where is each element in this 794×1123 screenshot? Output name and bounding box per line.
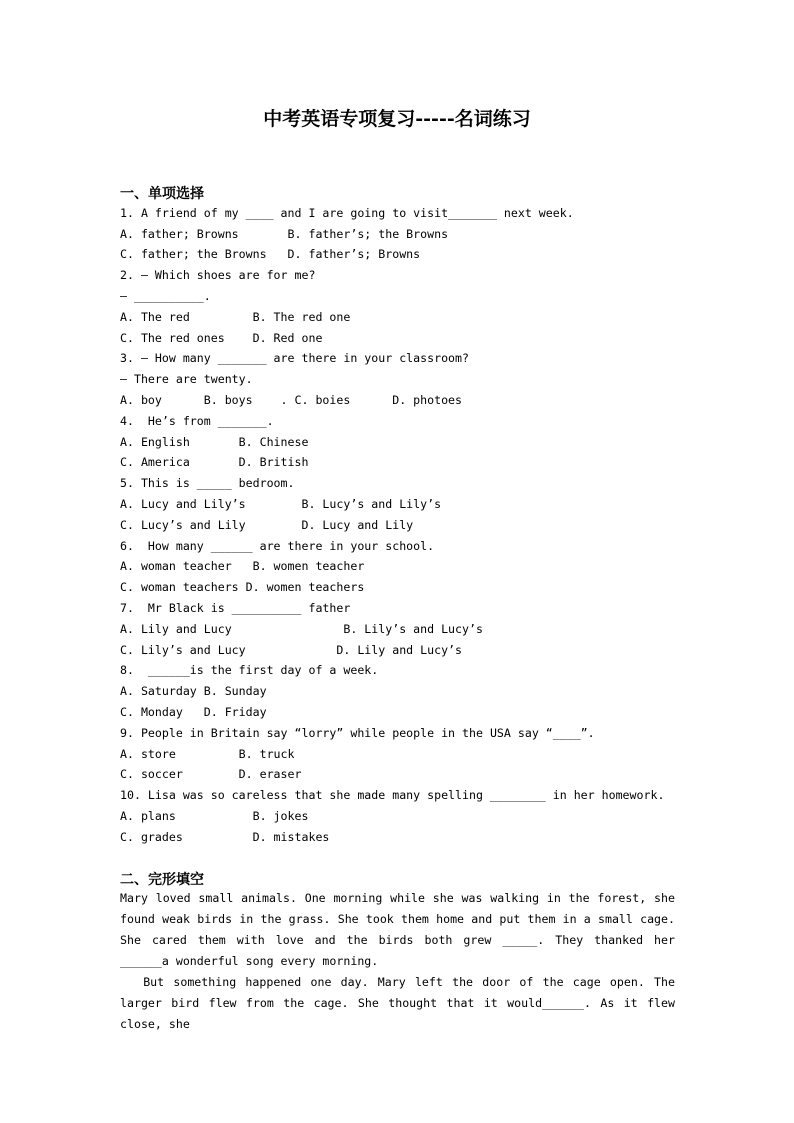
- question-1-options-ab: A. father; Browns B. father’s; the Browns: [120, 227, 449, 241]
- question-9-options-cd: C. soccer D. eraser: [120, 767, 302, 781]
- question-7: 7. Mr Black is __________ father: [120, 601, 351, 615]
- question-8-options-ab: A. Saturday B. Sunday: [120, 684, 267, 698]
- question-2-options-ab: A. The red B. The red one: [120, 310, 351, 324]
- question-10: 10. Lisa was so careless that she made many spelling ________ in her homework.: [120, 788, 665, 802]
- question-5-options-cd: C. Lucy’s and Lily D. Lucy and Lily: [120, 518, 414, 532]
- question-5: 5. This is _____ bedroom.: [120, 476, 295, 490]
- question-4-options-cd: C. America D. British: [120, 455, 309, 469]
- section-heading-cloze: 二、完形填空: [120, 872, 204, 888]
- question-9: 9. People in Britain say “lorry” while people in the USA say “____”.: [120, 726, 595, 740]
- question-4-options-ab: A. English B. Chinese: [120, 435, 309, 449]
- question-8-options-cd: C. Monday D. Friday: [120, 705, 267, 719]
- question-6: 6. How many ______ are there in your school.: [120, 539, 435, 553]
- question-8: 8. ______is the first day of a week.: [120, 663, 379, 677]
- question-6-options-cd: C. woman teachers D. women teachers: [120, 580, 365, 594]
- section-heading-single-choice: 一、单项选择: [120, 186, 204, 202]
- question-3-options: A. boy B. boys . C. boies D. photoes: [120, 393, 463, 407]
- question-5-options-ab: A. Lucy and Lily’s B. Lucy’s and Lily’s: [120, 497, 442, 511]
- question-1: 1. A friend of my ____ and I are going to visit_______ next week.: [120, 206, 574, 220]
- question-3-response: – There are twenty.: [120, 372, 253, 386]
- question-7-options-ab: A. Lily and Lucy B. Lily’s and Lucy’s: [120, 622, 483, 636]
- question-6-options-ab: A. woman teacher B. women teacher: [120, 559, 365, 573]
- question-7-options-cd: C. Lily’s and Lucy D. Lily and Lucy’s: [120, 643, 463, 657]
- question-2: 2. – Which shoes are for me?: [120, 268, 316, 282]
- question-3: 3. – How many _______ are there in your classroom?: [120, 351, 470, 365]
- question-10-options-cd: C. grades D. mistakes: [120, 830, 330, 844]
- question-1-options-cd: C. father; the Browns D. father’s; Browns: [120, 247, 421, 261]
- question-2-response: – __________.: [120, 289, 211, 303]
- question-10-options-ab: A. plans B. jokes: [120, 809, 309, 823]
- page-title: 中考英语专项复习-----名词练习: [263, 108, 531, 130]
- cloze-paragraph-2: But something happened one day. Mary left the door of the cage open. The larger bird flew from the cage. She thought that it would______. As it flew close, she: [120, 975, 675, 1031]
- question-4: 4. He’s from _______.: [120, 414, 274, 428]
- cloze-paragraph-1: Mary loved small animals. One morning while she was walking in the forest, she found weak birds in the grass. She took them home and put them in a small cage. She cared them with love and the birds both grew _____. They thanked her ______a wonderful song every morning.: [120, 891, 675, 968]
- question-2-options-cd: C. The red ones D. Red one: [120, 331, 323, 345]
- question-9-options-ab: A. store B. truck: [120, 747, 295, 761]
